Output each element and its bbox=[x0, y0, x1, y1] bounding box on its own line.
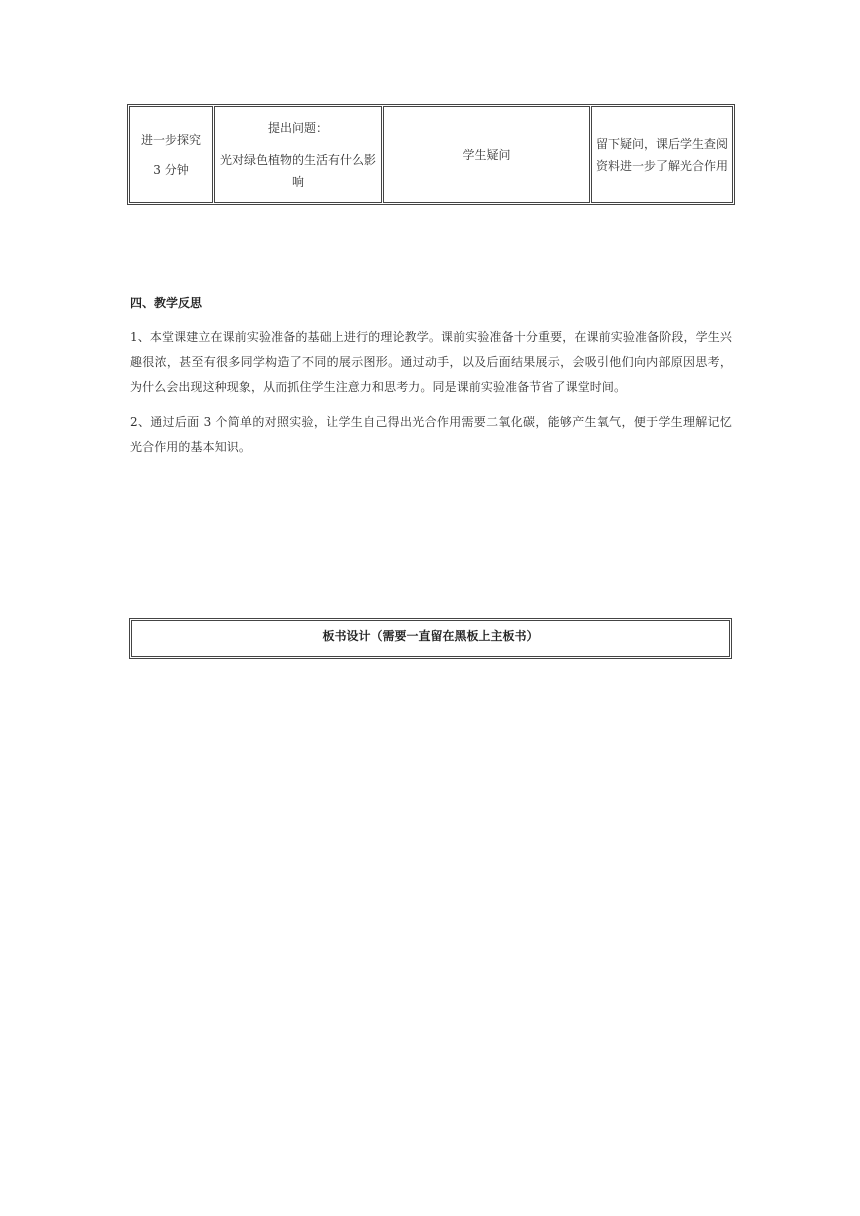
stage-duration: 3 分钟 bbox=[153, 162, 189, 177]
board-design-title: 板书设计（需要一直留在黑板上主板书） bbox=[322, 629, 539, 643]
design-intent-cell bbox=[591, 106, 733, 203]
stage-cell bbox=[129, 106, 213, 203]
design-intent-text: 留下疑问，课后学生查阅资料进一步了解光合作用 bbox=[595, 136, 728, 173]
board-design-box bbox=[129, 618, 732, 659]
lesson-table bbox=[127, 104, 735, 205]
student-activity-cell bbox=[383, 106, 590, 203]
reflection-paragraph-2: 2、通过后面 3 个简单的对照实验，让学生自己得出光合作用需要二氧化碳，能够产生氧气，便于学生理解记忆光合作用的基本知识。 bbox=[130, 415, 732, 454]
question-cell bbox=[214, 106, 382, 203]
question-label: 提出问题： bbox=[267, 120, 328, 135]
student-activity-text: 学生疑问 bbox=[462, 147, 511, 162]
table-row bbox=[129, 106, 733, 203]
stage-name: 进一步探究 bbox=[140, 132, 201, 147]
question-text: 光对绿色植物的生活有什么影响 bbox=[219, 152, 376, 189]
reflection-paragraph-1: 1、本堂课建立在课前实验准备的基础上进行的理论教学。课前实验准备十分重要，在课前实验准备阶段，学生兴趣很浓，甚至有很多同学构造了不同的展示图形。通过动手，以及后面结果展示，会吸引他们向内部原因思考，为什么会出现这种现象，从而抓住学生注意力和思考力。同是课前实验准备节省了课堂时间。 bbox=[130, 330, 732, 394]
section-heading: 四、教学反思 bbox=[130, 296, 203, 310]
